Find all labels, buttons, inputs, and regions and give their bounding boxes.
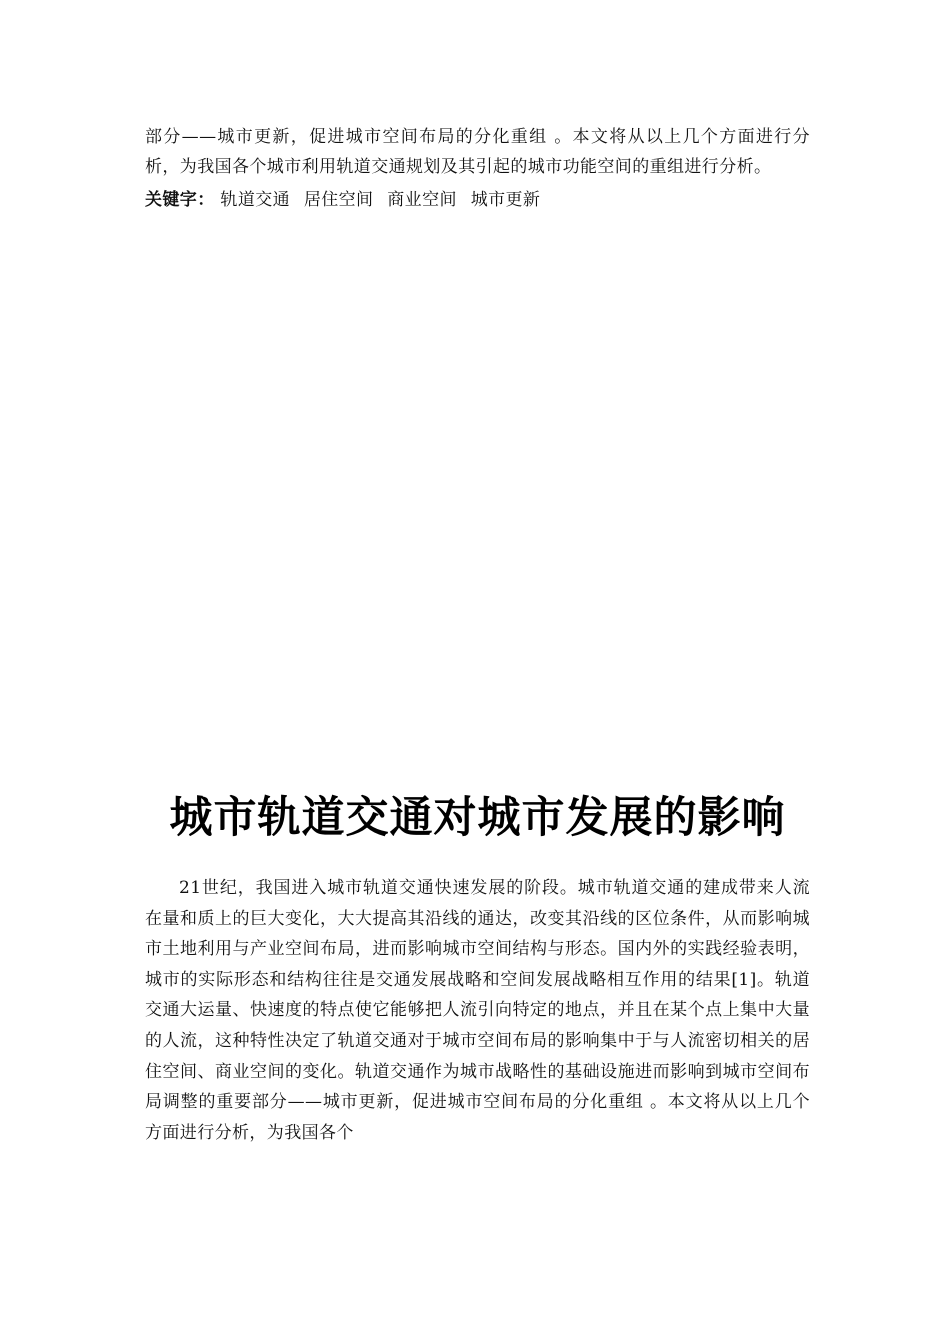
keyword-item: 轨道交通	[220, 190, 291, 210]
keywords-label: 关键字：	[145, 190, 215, 210]
article-body	[145, 873, 810, 1148]
abstract-tail-paragraph: 部分——城市更新，促进城市空间布局的分化重组 。本文将从以上几个方面进行分析，为我国各个城市利用轨道交通规划及其引起的城市功能空间的重组进行分析。	[145, 127, 810, 177]
abstract-section	[145, 122, 810, 214]
body-paragraph: 21世纪，我国进入城市轨道交通快速发展的阶段。城市轨道交通的建成带来人流在量和质上的巨大变化，大大提高其沿线的通达，改变其沿线的区位条件，从而影响城市土地利用与产业空间布局，进而影响城市空间结构与形态。国内外的实践经验表明，城市的实际形态和结构往往是交通发展战略和空间发展战略相互作用的结果[1]。轨道交通大运量、快速度的特点使它能够把人流引向特定的地点，并且在某个点上集中大量的人流，这种特性决定了轨道交通对于城市空间布局的影响集中于与人流密切相关的居住空间、商业空间的变化。轨道交通作为城市战略性的基础设施进而影响到城市空间布局调整的重要部分——城市更新，促进城市空间布局的分化重组 。本文将从以上几个方面进行分析，为我国各个	[145, 878, 810, 1143]
keyword-item: 商业空间	[387, 190, 457, 210]
keyword-item: 居住空间	[303, 190, 374, 210]
keywords-line	[145, 186, 810, 214]
keyword-item: 城市更新	[470, 190, 541, 210]
article-title: 城市轨道交通对城市发展的影响	[169, 793, 786, 843]
